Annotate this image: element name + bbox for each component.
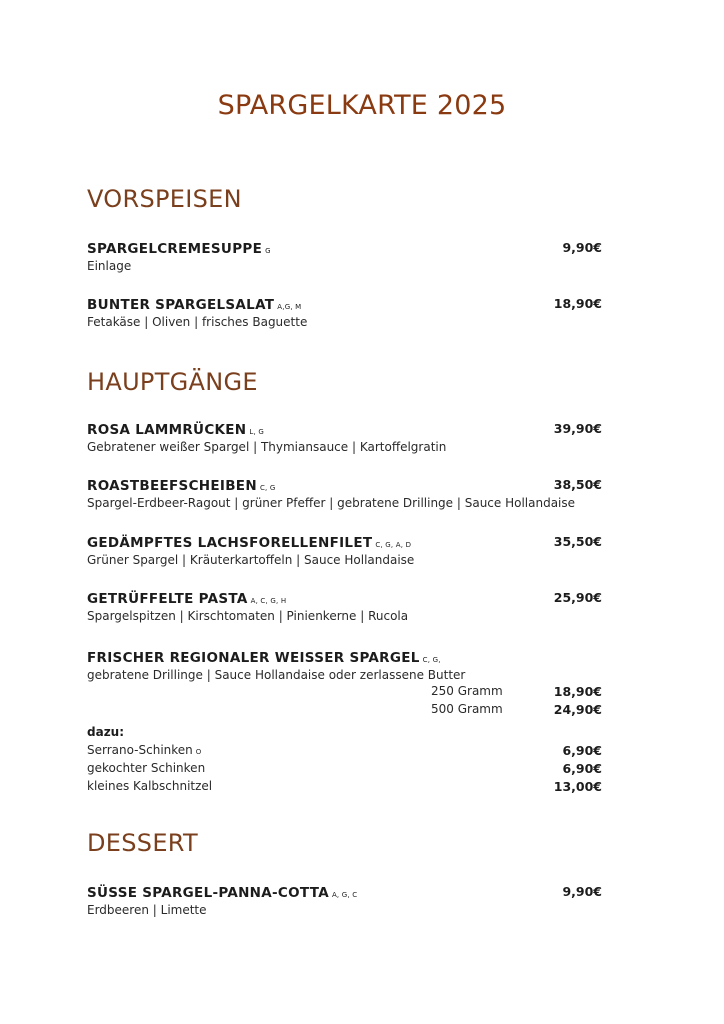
dish-price: 25,90€ xyxy=(553,590,602,605)
menu-item xyxy=(87,882,602,918)
extra-name: gekochter Schinken xyxy=(87,761,206,775)
allergen-codes: C, G xyxy=(259,484,276,492)
size-option xyxy=(87,683,602,701)
dish-description: Erdbeeren | Limette xyxy=(87,903,207,917)
dish-name: FRISCHER REGIONALER WEISSER SPARGEL xyxy=(87,650,420,666)
section-heading-vorspeisen: VORSPEISEN xyxy=(87,185,242,213)
allergen-codes: O xyxy=(195,748,202,756)
section-heading-dessert: DESSERT xyxy=(87,829,198,857)
extra-name: kleines Kalbschnitzel xyxy=(87,779,213,793)
dish-name: BUNTER SPARGELSALAT xyxy=(87,297,275,313)
extra-price: 6,90€ xyxy=(562,743,602,758)
allergen-codes: A, C, G, H xyxy=(250,597,287,605)
menu-item-special xyxy=(87,647,602,797)
section-heading-hauptgaenge: HAUPTGÄNGE xyxy=(87,368,258,396)
dish-description: Einlage xyxy=(87,259,132,273)
dish-name: GETRÜFFELTE PASTA xyxy=(87,591,248,607)
dish-price: 9,90€ xyxy=(562,240,602,255)
dish-name: ROSA LAMMRÜCKEN xyxy=(87,422,247,438)
extras-title: dazu: xyxy=(87,725,125,739)
dish-name: GEDÄMPFTES LACHSFORELLENFILET xyxy=(87,535,373,551)
allergen-codes: C, G, xyxy=(422,656,441,664)
menu-item xyxy=(87,419,602,455)
dish-name: SÜSSE SPARGEL-PANNA-COTTA xyxy=(87,885,329,901)
extra-name: Serrano-Schinken xyxy=(87,743,193,757)
dish-price: 38,50€ xyxy=(553,477,602,492)
extra-item xyxy=(87,743,602,761)
dish-description: gebratene Drillinge | Sauce Hollandaise oder zerlassene Butter xyxy=(87,668,466,682)
dish-name: ROASTBEEFSCHEIBEN xyxy=(87,478,257,494)
menu-item xyxy=(87,294,602,330)
dish-price: 35,50€ xyxy=(553,534,602,549)
extra-item xyxy=(87,761,602,779)
size-price: 24,90€ xyxy=(553,702,602,717)
page-title: SPARGELKARTE 2025 xyxy=(217,90,507,121)
dish-description: Spargelspitzen | Kirschtomaten | Pinienkerne | Rucola xyxy=(87,609,409,623)
extra-price: 13,00€ xyxy=(553,779,602,794)
allergen-codes: L, G xyxy=(249,428,264,436)
menu-item xyxy=(87,532,602,568)
dish-name: SPARGELCREMESUPPE xyxy=(87,241,263,257)
dish-description: Grüner Spargel | Kräuterkartoffeln | Sauce Hollandaise xyxy=(87,553,415,567)
dish-price: 9,90€ xyxy=(562,884,602,899)
dish-price: 18,90€ xyxy=(553,296,602,311)
size-option xyxy=(87,701,602,719)
size-label: 500 Gramm xyxy=(431,702,503,716)
allergen-codes: A,G, M xyxy=(277,303,302,311)
allergen-codes: A, G, C xyxy=(331,891,358,899)
menu-item xyxy=(87,588,602,624)
dish-price: 39,90€ xyxy=(553,421,602,436)
size-price: 18,90€ xyxy=(553,684,602,699)
allergen-codes: G xyxy=(265,247,271,255)
menu-item xyxy=(87,475,602,511)
dish-description: Fetakäse | Oliven | frisches Baguette xyxy=(87,315,308,329)
dish-description: Spargel-Erdbeer-Ragout | grüner Pfeffer | gebratene Drillinge | Sauce Hollandaise xyxy=(87,496,576,510)
dish-description: Gebratener weißer Spargel | Thymiansauce | Kartoffelgratin xyxy=(87,440,447,454)
allergen-codes: C, G, A, D xyxy=(375,541,412,549)
extra-price: 6,90€ xyxy=(562,761,602,776)
menu-item xyxy=(87,238,602,274)
size-label: 250 Gramm xyxy=(431,684,503,698)
extra-item xyxy=(87,779,602,797)
